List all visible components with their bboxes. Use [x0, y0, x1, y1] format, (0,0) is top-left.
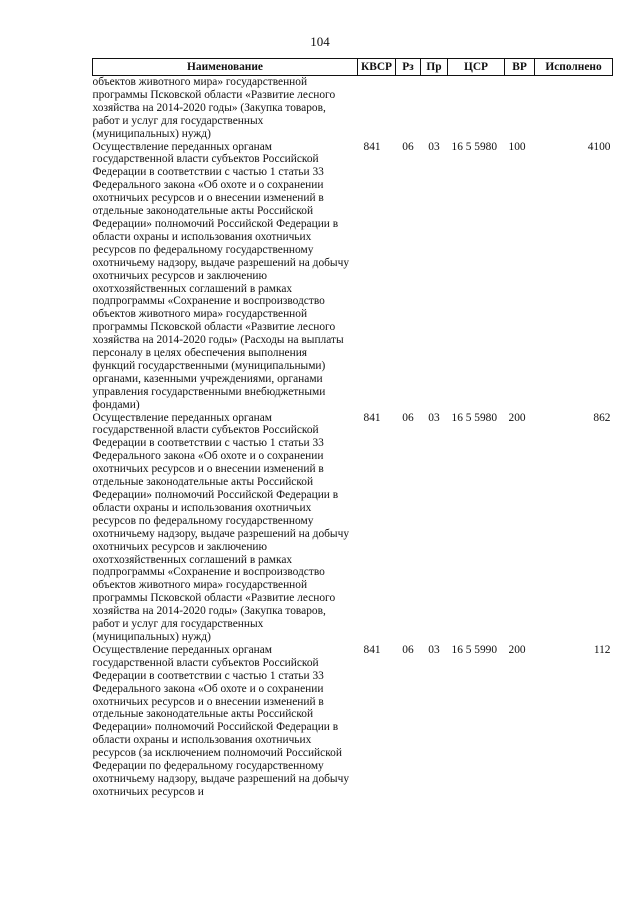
- table-row: [93, 76, 613, 141]
- header-vr: ВР: [505, 59, 535, 76]
- row-csr: 16 5 5980: [451, 140, 498, 153]
- row-kvsr: 841: [363, 411, 381, 424]
- header-rz: Рз: [396, 59, 421, 76]
- row-pr: [421, 76, 448, 141]
- row-name: объектов животного мира» государственной программы Псковской области «Развитие лесного хозяйства на 2014-2020 годы» (Закупка товаров, работ и услуг для государственных (муниципальных) нужд): [92, 76, 336, 140]
- row-executed: [535, 76, 613, 141]
- row-pr: 03: [428, 411, 440, 424]
- row-vr: 200: [508, 643, 526, 656]
- row-kvsr: [358, 76, 396, 141]
- row-kvsr: 841: [363, 643, 381, 656]
- table-row: [93, 644, 613, 799]
- row-rz: [396, 76, 421, 141]
- table-header-row: [93, 59, 613, 76]
- row-executed: 862: [593, 411, 611, 424]
- row-rz: 06: [402, 411, 414, 424]
- header-kvsr: КВСР: [358, 59, 396, 76]
- row-name: Осуществление переданных органам государственной власти субъектов Российской Федерации в соответствии с частью 1 статьи 33 Федерального закона «Об охоте и о сохранении охотничьих ресурсов и о внесении изменений в отдельные законодательные акты Российской Федерации» полномочий Российской Федерации в области охраны и использования охотничьих ресурсов по федеральному государственному охотничьему надзору, выдаче разрешений на добычу охотничьих ресурсов и заключению охотхозяйственных соглашений в рамках подпрограммы «Сохранение и воспроизводство объектов животного мира» государственной программы Псковской области «Развитие лесного хозяйства на 2014-2020 годы» (Закупка товаров, работ и услуг для государственных (муниципальных) нужд): [92, 411, 350, 643]
- row-rz: 06: [402, 643, 414, 656]
- row-kvsr: 841: [363, 140, 381, 153]
- header-name: Наименование: [93, 59, 358, 76]
- row-csr: 16 5 5990: [451, 643, 498, 656]
- table-row: [93, 141, 613, 412]
- row-vr: 100: [508, 140, 526, 153]
- row-rz: 06: [402, 140, 414, 153]
- header-csr: ЦСР: [448, 59, 505, 76]
- header-pr: Пр: [421, 59, 448, 76]
- page-number: 104: [310, 34, 330, 49]
- budget-table: [92, 58, 613, 799]
- row-csr: 16 5 5980: [451, 411, 498, 424]
- row-vr: [505, 76, 535, 141]
- row-name: Осуществление переданных органам государственной власти субъектов Российской Федерации в соответствии с частью 1 статьи 33 Федерального закона «Об охоте и о сохранении охотничьих ресурсов и о внесении изменений в отдельные законодательные акты Российской Федерации» полномочий Российской Федерации в области охраны и использования охотничьих ресурсов по федеральному государственному охотничьему надзору, выдаче разрешений на добычу охотничьих ресурсов и заключению охотхозяйственных соглашений в рамках подпрограммы «Сохранение и воспроизводство объектов животного мира» государственной программы Псковской области «Развитие лесного хозяйства на 2014-2020 годы» (Расходы на выплаты персоналу в целях обеспечения выполнения функций государственными (муниципальными) органами, казенными учреждениями, органами управления государственными внебюджетными фондами): [92, 140, 350, 411]
- row-pr: 03: [428, 140, 440, 153]
- row-executed: 4100: [587, 140, 611, 153]
- row-name: Осуществление переданных органам государственной власти субъектов Российской Федерации в соответствии с частью 1 статьи 33 Федерального закона «Об охоте и о сохранении охотничьих ресурсов и о внесении изменений в отдельные законодательные акты Российской Федерации» полномочий Российской Федерации в области охраны и использования охотничьих ресурсов (за исключением полномочий Российской Федерации по федеральному государственному охотничьему надзору, выдаче разрешений на добычу охотничьих ресурсов и: [92, 643, 350, 798]
- row-csr: [448, 76, 505, 141]
- header-executed: Исполнено: [535, 59, 613, 76]
- table-row: [93, 412, 613, 644]
- row-pr: 03: [428, 643, 440, 656]
- row-executed: 112: [593, 643, 611, 656]
- row-vr: 200: [508, 411, 526, 424]
